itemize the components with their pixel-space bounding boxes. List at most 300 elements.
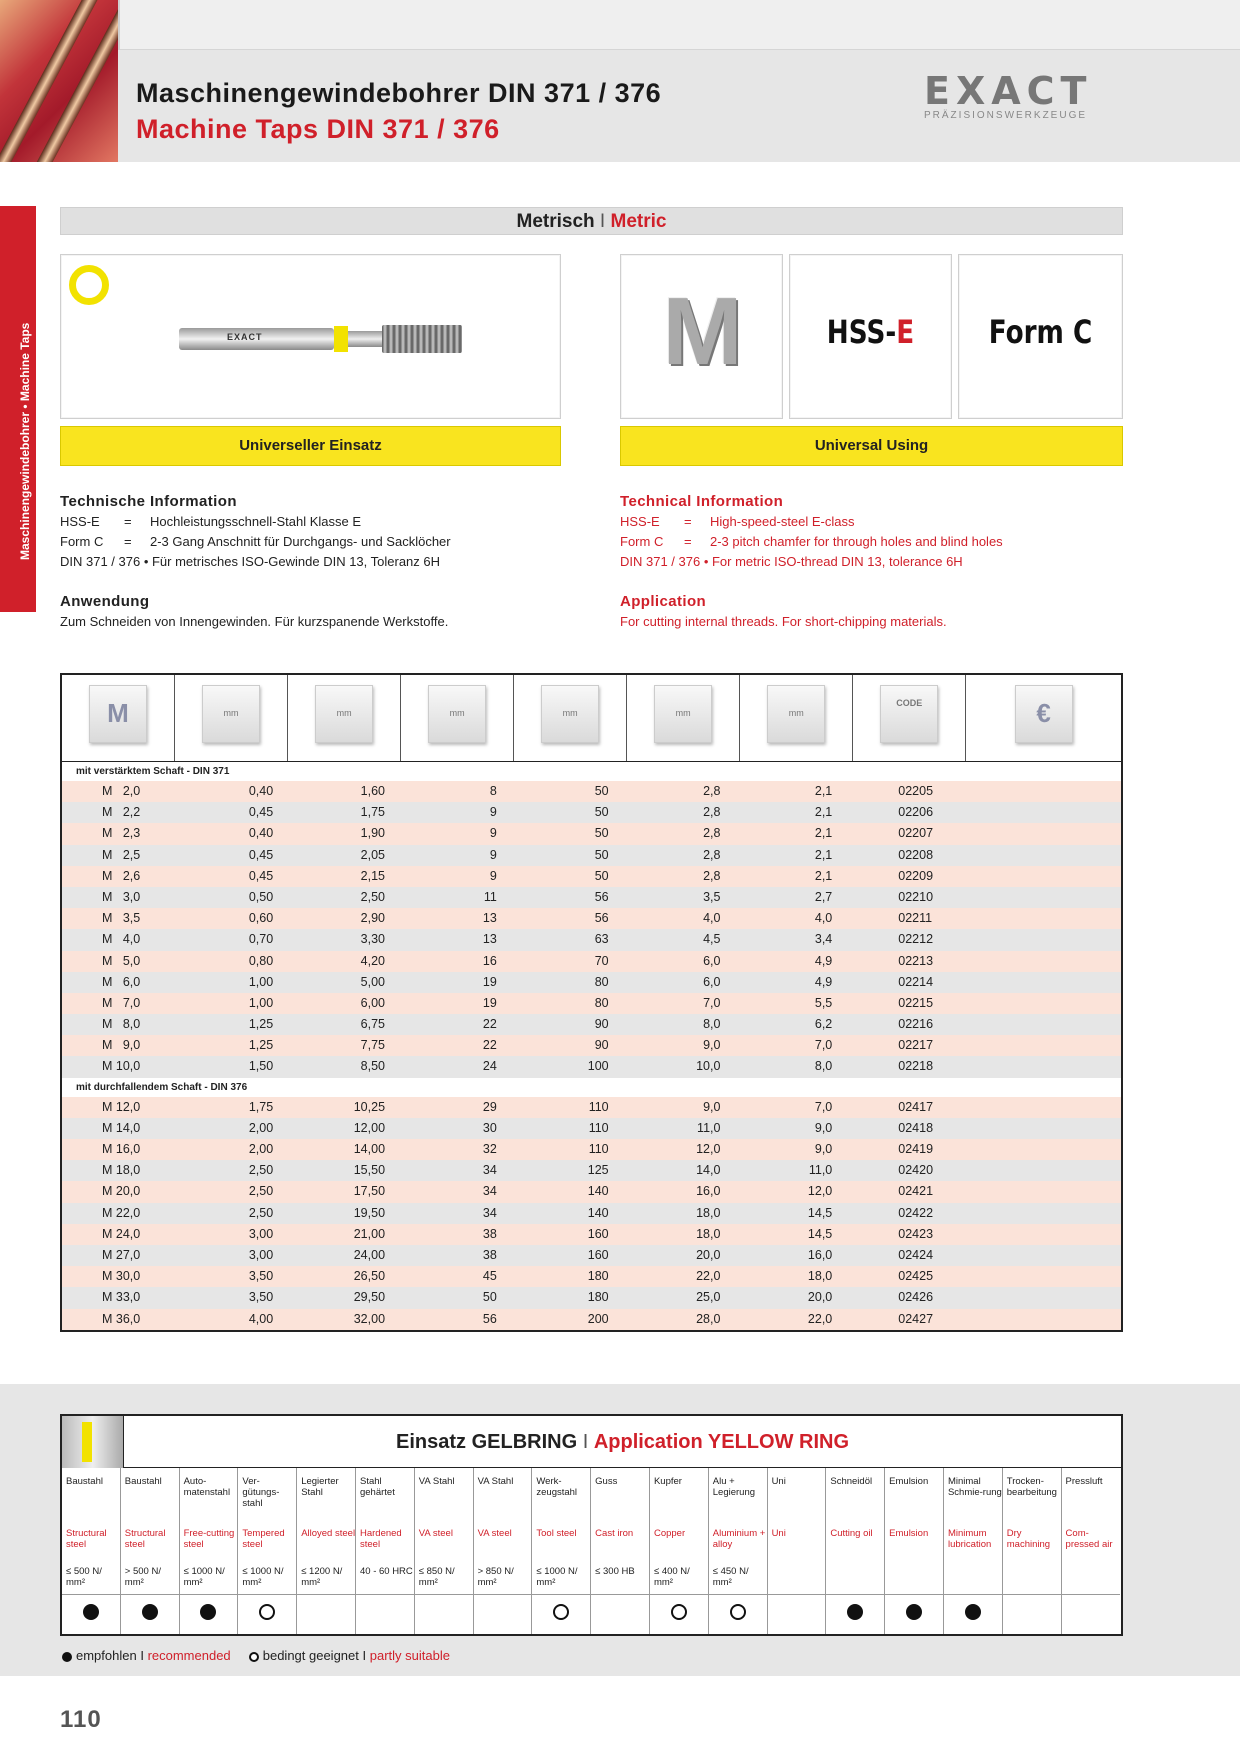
table-cell: 10,0: [696, 1059, 721, 1074]
table-cell: M 22,0: [102, 1205, 141, 1220]
form-c-label: Form C: [988, 313, 1093, 351]
section-title-de: Metrisch: [516, 211, 595, 232]
table-cell: 1,00: [248, 995, 274, 1010]
table-cell: 7,0: [814, 1099, 833, 1114]
price-cell: [969, 1181, 1121, 1202]
material-val: > 500 N/ mm²: [124, 1566, 161, 1588]
legend-separator: I: [136, 1648, 148, 1663]
code-icon: CODE: [880, 685, 938, 743]
table-cell: 21,00: [353, 1226, 386, 1241]
table-cell: 22: [482, 1038, 497, 1053]
table-row: [62, 1224, 1121, 1245]
table-cell: 16,0: [807, 1247, 833, 1262]
recommended-dot-icon: [83, 1604, 99, 1620]
tech-info-de-din: DIN 371 / 376 • Für metrisches ISO-Gewinde DIN 13, Toleranz 6H: [60, 554, 441, 569]
price-cell: [969, 1160, 1121, 1181]
section-title: [60, 207, 1123, 235]
table-cell: 9: [489, 805, 497, 820]
header-top-strip: [118, 0, 1240, 50]
table-cell: 15,50: [353, 1163, 386, 1178]
tap-thread: [382, 325, 462, 353]
use-bar-de: Universeller Einsatz: [60, 426, 561, 466]
table-cell: 5,5: [814, 995, 833, 1010]
table-row: [62, 1181, 1121, 1202]
table-cell: 22,0: [807, 1311, 833, 1326]
table-cell: 4,0: [703, 911, 721, 926]
material-column: [885, 1468, 944, 1634]
table-cell: 12,0: [696, 1142, 721, 1156]
table-cell: M 2,0: [102, 784, 141, 798]
table-cell: 50: [594, 847, 609, 862]
table-cell: 0,60: [248, 911, 274, 926]
application-title: [124, 1416, 1121, 1468]
table-cell: 80: [594, 974, 609, 989]
table-cell: M 18,0: [102, 1163, 141, 1178]
material-de: VA Stahl: [418, 1476, 455, 1487]
tech-info-en: [620, 492, 1140, 632]
table-cell: 3,50: [248, 1290, 274, 1305]
table-cell: 02217: [898, 1038, 934, 1053]
col-pitch: [175, 675, 288, 761]
application-en-title: Application: [620, 593, 707, 610]
material-en: Hardened steel: [359, 1528, 402, 1550]
col-thread-size: [62, 675, 175, 761]
table-cell: 25,0: [696, 1290, 721, 1305]
table-row: [62, 1139, 1121, 1160]
table-cell: 28,0: [696, 1311, 721, 1326]
table-cell: 0,45: [248, 805, 274, 820]
table-cell: 13: [482, 932, 497, 947]
legend: [62, 1648, 450, 1663]
table-cell: 16: [482, 953, 497, 968]
table-cell: 02206: [898, 805, 934, 820]
table-cell: M 10,0: [102, 1059, 141, 1074]
table-cell: 02216: [898, 1017, 934, 1032]
table-cell: 63: [594, 932, 609, 947]
table-cell: M 5,0: [102, 953, 141, 968]
legend-partly-de: bedingt geeignet: [262, 1648, 359, 1663]
material-column: [1062, 1468, 1121, 1634]
material-val: ≤ 1000 N/ mm²: [183, 1566, 225, 1588]
table-cell: 14,5: [807, 1226, 833, 1241]
table-cell: 3,4: [814, 932, 833, 947]
material-column: [238, 1468, 297, 1634]
material-en: Alloyed steel: [301, 1528, 356, 1539]
page-number: 110: [60, 1706, 102, 1733]
table-cell: 30: [482, 1120, 497, 1135]
total-length-icon: mm: [541, 685, 599, 743]
table-cell: 02215: [898, 995, 934, 1010]
table-row: [62, 1160, 1121, 1181]
table-cell: 90: [594, 1038, 609, 1053]
col-total-length: [514, 675, 627, 761]
table-cell: 02419: [898, 1142, 934, 1156]
material-en: Dry machining: [1006, 1528, 1051, 1550]
table-cell: M 2,2: [102, 805, 141, 820]
square-size-icon: mm: [767, 685, 825, 743]
material-de: VA Stahl: [477, 1476, 514, 1487]
tap-ring-thumbnail: [62, 1416, 124, 1468]
table-cell: 90: [594, 1017, 609, 1032]
table-cell: M 3,0: [102, 889, 141, 904]
material-en: Minimum lubrication: [947, 1528, 992, 1550]
material-val: ≤ 850 N/ mm²: [418, 1566, 455, 1588]
table-cell: 2,50: [248, 1205, 274, 1220]
table-cell: M 20,0: [102, 1184, 141, 1199]
table-cell: M 2,5: [102, 847, 141, 862]
price-cell: [969, 1118, 1121, 1139]
table-cell: 0,45: [248, 847, 274, 862]
exact-logo: [924, 69, 1124, 124]
side-tab-label: Maschinengewindebohrer • Machine Taps: [18, 322, 32, 560]
table-cell: 9: [489, 826, 497, 841]
section-title-en: Metric: [610, 211, 667, 232]
table-cell: 11: [483, 889, 497, 904]
tech-info-en-row: HSS-E = High-speed-steel E-class: [620, 514, 855, 529]
material-en: Cast iron: [595, 1528, 634, 1539]
table-cell: 2,00: [248, 1142, 274, 1156]
material-de: Alu + Legierung: [712, 1476, 756, 1498]
material-de: Minimal Schmie-rung: [947, 1476, 1002, 1498]
partly-suitable-circle-icon: [259, 1604, 275, 1620]
material-column: [297, 1468, 356, 1634]
material-val: ≤ 1000 N/ mm²: [242, 1566, 284, 1588]
material-val: 40 - 60 HRC: [359, 1566, 413, 1577]
table-cell: 32,00: [353, 1311, 386, 1326]
table-cell: 0,45: [248, 868, 274, 883]
material-en: Tool steel: [536, 1528, 577, 1539]
material-val: ≤ 400 N/ mm²: [653, 1566, 690, 1588]
table-cell: 1,25: [248, 1038, 274, 1053]
price-cell: [969, 866, 1121, 887]
table-row: [62, 1203, 1121, 1224]
material-val: ≤ 500 N/ mm²: [66, 1566, 102, 1588]
table-row: [62, 1266, 1121, 1287]
table-cell: 14,00: [353, 1142, 386, 1156]
material-column: [415, 1468, 474, 1634]
table-cell: 12,00: [353, 1120, 386, 1135]
material-de: Uni: [771, 1476, 786, 1487]
table-cell: 19: [482, 974, 497, 989]
material-de: Guss: [595, 1476, 618, 1487]
material-de: Werk-zeugstahl: [536, 1476, 578, 1498]
logo-wordmark: EXACT: [924, 69, 1093, 113]
tech-info-en-din: DIN 371 / 376 • For metric ISO-thread DIN 13, tolerance 6H: [620, 554, 963, 569]
material-en: VA steel: [477, 1528, 512, 1539]
table-cell: 3,5: [703, 889, 721, 904]
tech-info-en-title: Technical Information: [620, 493, 784, 510]
page-title-de: Maschinengewindebohrer DIN 371 / 376: [136, 78, 662, 108]
table-cell: 9,0: [814, 1120, 833, 1135]
recommended-dot-icon: [965, 1604, 981, 1620]
table-row: [62, 866, 1121, 887]
table-row: [62, 993, 1121, 1014]
price-cell: [969, 887, 1121, 908]
logo-subtitle: PRÄZISIONSWERKZEUGE: [924, 110, 1088, 121]
group-label-din371: mit verstärktem Schaft - DIN 371: [62, 762, 1121, 781]
metric-m-icon: M: [662, 278, 743, 385]
table-cell: 1,00: [248, 974, 274, 989]
table-cell: 1,50: [248, 1059, 274, 1074]
table-cell: 02422: [898, 1205, 934, 1220]
table-cell: M 12,0: [102, 1099, 141, 1114]
material-val: ≤ 300 HB: [595, 1566, 635, 1577]
recommended-dot-icon: [847, 1604, 863, 1620]
tech-info-de-row: HSS-E = Hochleistungsschnell-Stahl Klasse E: [60, 514, 361, 529]
section-title-separator: I: [594, 211, 611, 232]
tap-engraving: EXACT: [227, 332, 263, 342]
material-de: Stahl gehärtet: [359, 1476, 395, 1498]
table-cell: 6,0: [703, 953, 721, 968]
table-cell: 4,5: [703, 932, 721, 947]
table-row: [62, 1309, 1121, 1330]
table-cell: 29: [482, 1099, 497, 1114]
col-shank-diameter: [627, 675, 740, 761]
table-cell: 2,8: [703, 847, 721, 862]
table-cell: 20,0: [807, 1290, 833, 1305]
col-thread-length: [401, 675, 514, 761]
table-cell: 2,1: [814, 784, 833, 798]
table-cell: 34: [482, 1205, 497, 1220]
material-de: Auto-matenstahl: [183, 1476, 231, 1498]
table-cell: 1,90: [360, 826, 386, 841]
table-cell: 02207: [898, 826, 934, 841]
table-row: [62, 929, 1121, 950]
table-cell: M 3,5: [102, 911, 141, 926]
header-drill-photo: [0, 0, 118, 162]
material-de: Baustahl: [124, 1476, 162, 1487]
use-bar-en: Universal Using: [620, 426, 1123, 466]
table-cell: 02426: [898, 1290, 934, 1305]
material-column: [62, 1468, 121, 1634]
table-cell: 6,2: [814, 1017, 833, 1032]
application-header: [62, 1416, 1121, 1468]
table-cell: 100: [587, 1059, 609, 1074]
table-cell: 4,00: [248, 1311, 274, 1326]
tech-info-en-row: Form C = 2-3 pitch chamfer for through holes and blind holes: [620, 534, 1003, 549]
price-cell: [969, 781, 1121, 802]
material-column: [1003, 1468, 1062, 1634]
application-title-en: Application YELLOW RING: [593, 1431, 849, 1453]
price-cell: [969, 1139, 1121, 1160]
material-de: Legierter Stahl: [301, 1476, 339, 1498]
table-cell: 2,50: [248, 1184, 274, 1199]
table-cell: 7,0: [814, 1038, 833, 1053]
table-cell: 0,40: [248, 826, 274, 841]
table-cell: M 4,0: [102, 932, 141, 947]
hss-e-box: [789, 254, 952, 419]
table-cell: M 14,0: [102, 1120, 141, 1135]
material-de: Emulsion: [889, 1476, 929, 1487]
table-cell: 2,90: [360, 911, 386, 926]
table-cell: 5,00: [360, 974, 386, 989]
table-cell: 9: [489, 847, 497, 862]
price-cell: [969, 1014, 1121, 1035]
table-cell: 3,00: [248, 1247, 274, 1262]
table-cell: 02423: [898, 1226, 934, 1241]
table-cell: 50: [594, 784, 609, 798]
table-cell: 9,0: [814, 1142, 833, 1156]
price-cell: [969, 1035, 1121, 1056]
table-cell: 2,1: [814, 847, 833, 862]
table-cell: 8: [489, 784, 497, 798]
tap-yellow-ring: [334, 326, 348, 352]
material-en: Structural steel: [124, 1528, 166, 1550]
material-column: [591, 1468, 650, 1634]
material-column: [709, 1468, 768, 1634]
material-en: Copper: [653, 1528, 686, 1539]
table-cell: 4,20: [360, 953, 386, 968]
material-column: [826, 1468, 885, 1634]
table-cell: 20,0: [696, 1247, 721, 1262]
material-val: > 850 N/ mm²: [477, 1566, 514, 1588]
table-cell: 02418: [898, 1120, 934, 1135]
table-cell: 2,8: [703, 784, 721, 798]
partly-suitable-circle-icon: [249, 1652, 259, 1662]
price-cell: [969, 908, 1121, 929]
table-cell: 2,8: [703, 805, 721, 820]
table-cell: 4,9: [814, 974, 833, 989]
table-cell: 180: [587, 1290, 609, 1305]
table-cell: 8,0: [703, 1017, 721, 1032]
partly-suitable-circle-icon: [730, 1604, 746, 1620]
table-cell: 26,50: [353, 1269, 386, 1284]
table-cell: 7,0: [703, 995, 721, 1010]
material-en: Com-pressed air: [1065, 1528, 1113, 1550]
table-cell: 02208: [898, 847, 934, 862]
material-val: ≤ 1000 N/ mm²: [536, 1566, 578, 1588]
legend-recommended-en: recommended: [147, 1648, 231, 1663]
table-cell: 14,0: [696, 1163, 721, 1178]
table-cell: 2,7: [814, 889, 833, 904]
table-cell: 125: [587, 1163, 609, 1178]
hss-prefix: HSS-: [826, 313, 897, 351]
col-square: [740, 675, 853, 761]
table-cell: 140: [587, 1184, 609, 1199]
table-row: [62, 1245, 1121, 1266]
application-en-text: For cutting internal threads. For short-chipping materials.: [620, 614, 947, 629]
table-cell: 1,75: [248, 1099, 274, 1114]
table-row: [62, 1287, 1121, 1308]
table-cell: 4,9: [814, 953, 833, 968]
table-row: [62, 1014, 1121, 1035]
material-de: Schneidöl: [830, 1476, 873, 1487]
hss-suffix: E: [896, 313, 915, 351]
table-cell: 50: [594, 868, 609, 883]
price-cell: [969, 1203, 1121, 1224]
table-row: [62, 823, 1121, 844]
table-cell: 2,50: [360, 889, 386, 904]
table-cell: 9,0: [703, 1038, 721, 1053]
table-row: [62, 1035, 1121, 1056]
table-cell: 160: [587, 1226, 609, 1241]
pitch-icon: mm: [202, 685, 260, 743]
application-title-separator: I: [577, 1431, 594, 1453]
table-cell: 18,0: [807, 1269, 833, 1284]
euro-icon: €: [1015, 685, 1073, 743]
legend-partly-en: partly suitable: [369, 1648, 450, 1663]
price-cell: [969, 1266, 1121, 1287]
material-en: Cutting oil: [830, 1528, 873, 1539]
partly-suitable-circle-icon: [553, 1604, 569, 1620]
thread-length-icon: mm: [428, 685, 486, 743]
page-title-en: Machine Taps DIN 371 / 376: [136, 114, 500, 144]
table-cell: M 30,0: [102, 1269, 141, 1284]
table-row: [62, 781, 1121, 802]
table-row: [62, 1097, 1121, 1118]
table-row: [62, 1118, 1121, 1139]
table-cell: 29,50: [353, 1290, 386, 1305]
table-cell: 02424: [898, 1247, 934, 1262]
table-cell: 2,1: [814, 868, 833, 883]
table-cell: 19,50: [353, 1205, 386, 1220]
table-cell: 6,75: [360, 1017, 386, 1032]
table-cell: 02205: [898, 784, 934, 798]
table-cell: 56: [594, 889, 609, 904]
table-cell: 02210: [898, 889, 934, 904]
tech-info-de-row: Form C = 2-3 Gang Anschnitt für Durchgangs- und Sacklöcher: [60, 534, 451, 549]
table-cell: 3,00: [248, 1226, 274, 1241]
table-cell: 9,0: [703, 1099, 721, 1114]
table-cell: M 9,0: [102, 1038, 141, 1053]
price-cell: [969, 823, 1121, 844]
price-cell: [969, 972, 1121, 993]
table-cell: 200: [587, 1311, 609, 1326]
price-cell: [969, 802, 1121, 823]
table-row: [62, 1056, 1121, 1077]
material-columns: [62, 1468, 1121, 1634]
legend-recommended-de: empfohlen: [76, 1648, 137, 1663]
table-body-din371: [62, 781, 1121, 1078]
material-de: Trocken-bearbeitung: [1006, 1476, 1057, 1498]
core-drill-icon: mm: [315, 685, 373, 743]
application-de-title: Anwendung: [60, 593, 150, 610]
material-column: [768, 1468, 827, 1634]
table-cell: 110: [588, 1099, 609, 1114]
table-cell: 02421: [898, 1184, 934, 1199]
table-cell: 56: [594, 911, 609, 926]
table-cell: 50: [594, 826, 609, 841]
material-val: ≤ 1200 N/ mm²: [301, 1566, 343, 1588]
price-cell: [969, 1224, 1121, 1245]
table-cell: 16,0: [696, 1184, 721, 1199]
tap-size-table: [60, 673, 1123, 1332]
price-cell: [969, 1056, 1121, 1077]
material-en: VA steel: [418, 1528, 453, 1539]
table-cell: 2,15: [360, 868, 386, 883]
application-de-text: Zum Schneiden von Innengewinden. Für kurzspanende Werkstoffe.: [60, 614, 449, 629]
table-cell: 0,50: [248, 889, 274, 904]
table-row: [62, 908, 1121, 929]
recommended-dot-icon: [200, 1604, 216, 1620]
material-column: [474, 1468, 533, 1634]
table-cell: 02211: [898, 911, 933, 926]
price-cell: [969, 951, 1121, 972]
table-cell: 02213: [898, 953, 934, 968]
table-cell: 70: [594, 953, 609, 968]
table-header: [62, 675, 1121, 762]
table-cell: 13: [482, 911, 497, 926]
table-row: [62, 887, 1121, 908]
table-cell: 34: [482, 1184, 497, 1199]
table-cell: M 24,0: [102, 1226, 141, 1241]
table-cell: M 27,0: [102, 1247, 141, 1262]
table-cell: 02214: [898, 974, 934, 989]
material-de: Ver-gütungs-stahl: [242, 1476, 280, 1509]
table-cell: 19: [482, 995, 497, 1010]
table-cell: 50: [594, 805, 609, 820]
table-cell: M 6,0: [102, 974, 141, 989]
